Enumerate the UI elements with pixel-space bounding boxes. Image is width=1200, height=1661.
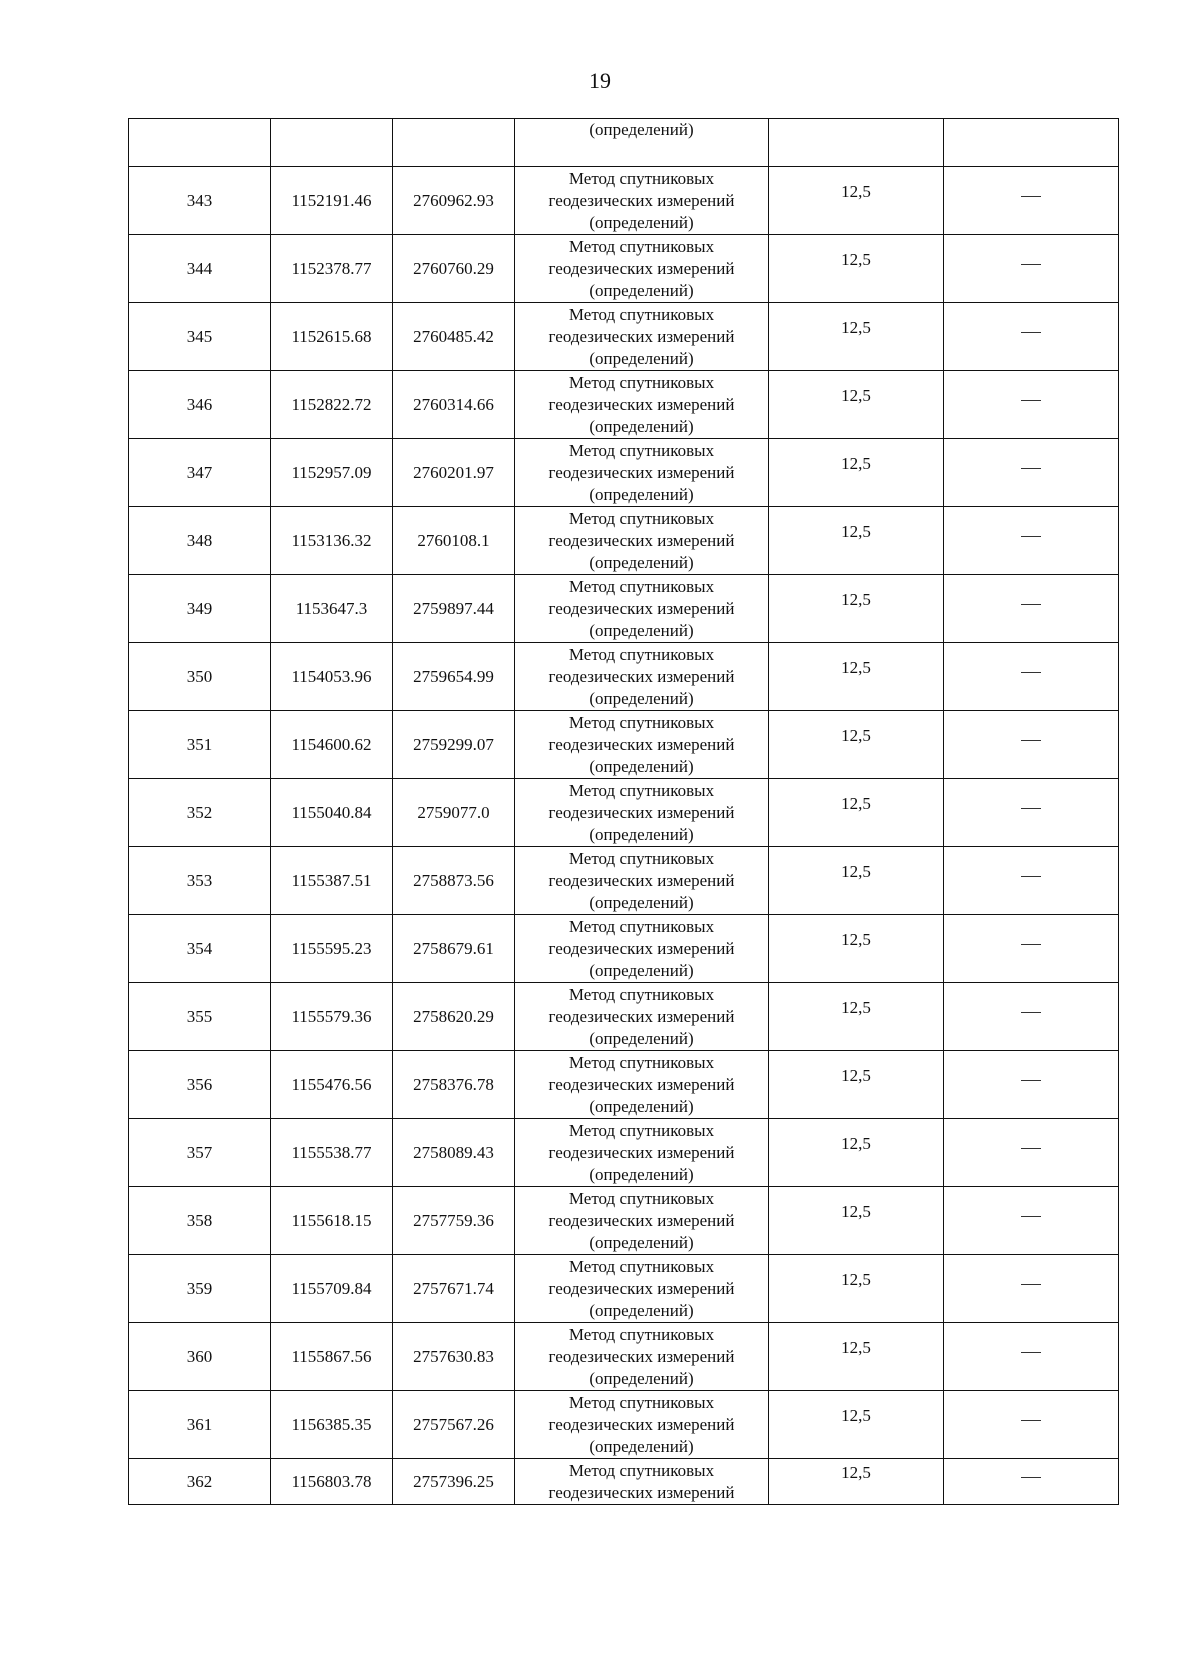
cell-note (944, 507, 1119, 575)
cell-note (944, 575, 1119, 643)
cell-point-number: 349 (129, 575, 271, 643)
error-value: 12,5 (841, 725, 871, 745)
cell-x: 1152378.77 (271, 235, 393, 303)
method-line: геодезических измерений (548, 1074, 735, 1094)
method-line: (определений) (589, 1028, 694, 1048)
dash-mark (1021, 1216, 1041, 1217)
cell-y: 2759897.44 (393, 575, 515, 643)
dash-mark (1021, 1477, 1041, 1478)
cell-point-number: 356 (129, 1051, 271, 1119)
cell-method (515, 575, 769, 643)
cell-method (515, 371, 769, 439)
cell-point-number (129, 119, 271, 167)
cell-error (769, 847, 944, 915)
continuation-row (129, 119, 1119, 167)
method-line: Метод спутниковых (568, 440, 715, 460)
method-line: геодезических измерений (548, 462, 735, 482)
method-line: (определений) (589, 348, 694, 368)
error-value: 12,5 (841, 181, 871, 201)
cell-x: 1155618.15 (271, 1187, 393, 1255)
cell-error (769, 983, 944, 1051)
cell-x: 1155579.36 (271, 983, 393, 1051)
method-line: (определений) (589, 756, 694, 776)
cell-x: 1155538.77 (271, 1119, 393, 1187)
table-row (129, 1459, 1119, 1505)
error-value: 12,5 (841, 997, 871, 1017)
method-line: (определений) (589, 824, 694, 844)
error-value: 12,5 (841, 589, 871, 609)
method-line: Метод спутниковых (568, 508, 715, 528)
method-line: (определений) (589, 688, 694, 708)
table-row (129, 1255, 1119, 1323)
cell-note (944, 119, 1119, 167)
cell-point-number: 355 (129, 983, 271, 1051)
table-row (129, 1323, 1119, 1391)
dash-mark (1021, 604, 1041, 605)
cell-point-number: 360 (129, 1323, 271, 1391)
method-line: Метод спутниковых (568, 1052, 715, 1072)
cell-x (271, 119, 393, 167)
cell-note (944, 371, 1119, 439)
cell-point-number: 357 (129, 1119, 271, 1187)
method-line: Метод спутниковых (568, 848, 715, 868)
cell-x: 1156803.78 (271, 1459, 393, 1505)
cell-note (944, 235, 1119, 303)
cell-error (769, 1051, 944, 1119)
cell-error (769, 1119, 944, 1187)
table-row (129, 915, 1119, 983)
cell-x: 1155709.84 (271, 1255, 393, 1323)
table-row (129, 643, 1119, 711)
cell-method (515, 1119, 769, 1187)
method-line: (определений) (589, 1164, 694, 1184)
dash-mark (1021, 196, 1041, 197)
table-row (129, 167, 1119, 235)
method-line: Метод спутниковых (568, 1188, 715, 1208)
error-value: 12,5 (841, 1133, 871, 1153)
dash-mark (1021, 536, 1041, 537)
method-line: геодезических измерений (548, 394, 735, 414)
cell-method (515, 1051, 769, 1119)
cell-point-number: 353 (129, 847, 271, 915)
cell-x: 1153647.3 (271, 575, 393, 643)
method-line: (определений) (589, 1436, 694, 1456)
method-line: (определений) (589, 1232, 694, 1252)
cell-note (944, 1323, 1119, 1391)
cell-method (515, 439, 769, 507)
cell-error (769, 1323, 944, 1391)
method-line: геодезических измерений (548, 1006, 735, 1026)
cell-error (769, 1187, 944, 1255)
method-line: геодезических измерений (548, 530, 735, 550)
dash-mark (1021, 1012, 1041, 1013)
method-line: (определений) (589, 416, 694, 436)
error-value: 12,5 (841, 861, 871, 881)
method-line: (определений) (589, 1096, 694, 1116)
error-value: 12,5 (841, 1337, 871, 1357)
cell-error (769, 643, 944, 711)
cell-point-number: 351 (129, 711, 271, 779)
method-line: Метод спутниковых (568, 236, 715, 256)
cell-note (944, 167, 1119, 235)
cell-y: 2759077.0 (393, 779, 515, 847)
cell-method (515, 1391, 769, 1459)
method-line: геодезических измерений (548, 258, 735, 278)
cell-method (515, 779, 769, 847)
method-line: (определений) (589, 892, 694, 912)
cell-error (769, 779, 944, 847)
cell-note (944, 779, 1119, 847)
cell-point-number: 359 (129, 1255, 271, 1323)
cell-y: 2757759.36 (393, 1187, 515, 1255)
cell-point-number: 347 (129, 439, 271, 507)
dash-mark (1021, 400, 1041, 401)
method-line: Метод спутниковых (568, 372, 715, 392)
dash-mark (1021, 332, 1041, 333)
cell-note (944, 1459, 1119, 1505)
error-value: 12,5 (841, 249, 871, 269)
cell-method (515, 167, 769, 235)
dash-mark (1021, 944, 1041, 945)
method-line: геодезических измерений (548, 938, 735, 958)
method-line: (определений) (589, 212, 694, 232)
method-line: геодезических измерений (548, 326, 735, 346)
method-line: (определений) (589, 620, 694, 640)
dash-mark (1021, 1284, 1041, 1285)
error-value: 12,5 (841, 1201, 871, 1221)
cell-y: 2758620.29 (393, 983, 515, 1051)
table-row (129, 779, 1119, 847)
table-row (129, 1187, 1119, 1255)
cell-y: 2757630.83 (393, 1323, 515, 1391)
cell-point-number: 352 (129, 779, 271, 847)
cell-x: 1153136.32 (271, 507, 393, 575)
cell-point-number: 358 (129, 1187, 271, 1255)
dash-mark (1021, 264, 1041, 265)
cell-method (515, 303, 769, 371)
cell-x: 1152957.09 (271, 439, 393, 507)
cell-point-number: 346 (129, 371, 271, 439)
cell-method (515, 1323, 769, 1391)
method-line: (определений) (589, 960, 694, 980)
method-line: (определений) (589, 484, 694, 504)
method-line: (определений) (589, 552, 694, 572)
table-row (129, 439, 1119, 507)
cell-method: (определений) (515, 119, 769, 167)
cell-x: 1154600.62 (271, 711, 393, 779)
cell-y: 2758873.56 (393, 847, 515, 915)
method-line: Метод спутниковых (568, 712, 715, 732)
cell-point-number: 361 (129, 1391, 271, 1459)
method-line: (определений) (589, 1300, 694, 1320)
method-line: Метод спутниковых (568, 168, 715, 188)
cell-x: 1152615.68 (271, 303, 393, 371)
cell-x: 1155387.51 (271, 847, 393, 915)
error-value: 12,5 (841, 385, 871, 405)
method-line: Метод спутниковых (568, 984, 715, 1004)
cell-note (944, 303, 1119, 371)
table-row (129, 711, 1119, 779)
cell-note (944, 439, 1119, 507)
error-value: 12,5 (841, 1065, 871, 1085)
cell-x: 1154053.96 (271, 643, 393, 711)
cell-x: 1152191.46 (271, 167, 393, 235)
page-number: 19 (589, 68, 611, 93)
table-row (129, 1119, 1119, 1187)
cell-y: 2760314.66 (393, 371, 515, 439)
cell-point-number: 350 (129, 643, 271, 711)
error-value: 12,5 (841, 1462, 871, 1482)
method-line: геодезических измерений (548, 802, 735, 822)
cell-error (769, 1255, 944, 1323)
dash-mark (1021, 1420, 1041, 1421)
cell-x: 1155867.56 (271, 1323, 393, 1391)
cell-note (944, 983, 1119, 1051)
cell-y: 2758376.78 (393, 1051, 515, 1119)
cell-y (393, 119, 515, 167)
method-line: Метод спутниковых (568, 1256, 715, 1276)
error-value: 12,5 (841, 1405, 871, 1425)
method-line: Метод спутниковых (568, 1324, 715, 1344)
cell-y: 2760108.1 (393, 507, 515, 575)
cell-note (944, 1187, 1119, 1255)
table-row (129, 371, 1119, 439)
method-line: геодезических измерений (548, 1278, 735, 1298)
method-line: Метод спутниковых (568, 644, 715, 664)
dash-mark (1021, 876, 1041, 877)
table-row (129, 1051, 1119, 1119)
cell-y: 2760201.97 (393, 439, 515, 507)
dash-mark (1021, 1352, 1041, 1353)
cell-y: 2757567.26 (393, 1391, 515, 1459)
cell-y: 2758679.61 (393, 915, 515, 983)
cell-method (515, 1459, 769, 1505)
method-line: (определений) (589, 280, 694, 300)
cell-error (769, 167, 944, 235)
method-line: геодезических измерений (548, 1346, 735, 1366)
table-row (129, 507, 1119, 575)
cell-error (769, 235, 944, 303)
cell-note (944, 1051, 1119, 1119)
cell-method (515, 235, 769, 303)
cell-note (944, 711, 1119, 779)
cell-error (769, 507, 944, 575)
cell-note (944, 1255, 1119, 1323)
cell-note (944, 1391, 1119, 1459)
cell-note (944, 643, 1119, 711)
error-value: 12,5 (841, 929, 871, 949)
cell-y: 2760760.29 (393, 235, 515, 303)
cell-point-number: 362 (129, 1459, 271, 1505)
error-value: 12,5 (841, 657, 871, 677)
cell-error (769, 119, 944, 167)
cell-point-number: 345 (129, 303, 271, 371)
cell-method (515, 847, 769, 915)
cell-x: 1155040.84 (271, 779, 393, 847)
error-value: 12,5 (841, 453, 871, 473)
cell-method (515, 915, 769, 983)
dash-mark (1021, 808, 1041, 809)
cell-error (769, 575, 944, 643)
cell-y: 2760962.93 (393, 167, 515, 235)
cell-method (515, 507, 769, 575)
cell-error (769, 1459, 944, 1505)
table-row (129, 303, 1119, 371)
method-line: геодезических измерений (548, 1210, 735, 1230)
dash-mark (1021, 468, 1041, 469)
method-line: Метод спутниковых (568, 1460, 715, 1480)
cell-y: 2757396.25 (393, 1459, 515, 1505)
error-value: 12,5 (841, 1269, 871, 1289)
method-line: Метод спутниковых (568, 780, 715, 800)
error-value: 12,5 (841, 521, 871, 541)
cell-error (769, 439, 944, 507)
cell-method (515, 983, 769, 1051)
method-line: Метод спутниковых (568, 1120, 715, 1140)
method-line: геодезических измерений (548, 870, 735, 890)
cell-point-number: 348 (129, 507, 271, 575)
dash-mark (1021, 1148, 1041, 1149)
cell-y: 2758089.43 (393, 1119, 515, 1187)
cell-y: 2759299.07 (393, 711, 515, 779)
cell-method (515, 643, 769, 711)
table-row (129, 1391, 1119, 1459)
method-line: геодезических измерений (548, 598, 735, 618)
cell-y: 2759654.99 (393, 643, 515, 711)
method-line: геодезических измерений (548, 1414, 735, 1434)
cell-method (515, 1187, 769, 1255)
error-value: 12,5 (841, 793, 871, 813)
method-line: геодезических измерений (548, 1142, 735, 1162)
cell-error (769, 303, 944, 371)
coordinates-table (128, 118, 1119, 1505)
table-row (129, 575, 1119, 643)
method-line: геодезических измерений (548, 190, 735, 210)
error-value: 12,5 (841, 317, 871, 337)
cell-error (769, 711, 944, 779)
dash-mark (1021, 740, 1041, 741)
cell-error (769, 915, 944, 983)
cell-point-number: 354 (129, 915, 271, 983)
cell-method (515, 711, 769, 779)
cell-note (944, 915, 1119, 983)
cell-y: 2760485.42 (393, 303, 515, 371)
cell-error (769, 371, 944, 439)
cell-note (944, 847, 1119, 915)
cell-note (944, 1119, 1119, 1187)
table-row (129, 847, 1119, 915)
method-line: Метод спутниковых (568, 304, 715, 324)
method-line: Метод спутниковых (568, 576, 715, 596)
cell-x: 1156385.35 (271, 1391, 393, 1459)
cell-x: 1155595.23 (271, 915, 393, 983)
cell-point-number: 343 (129, 167, 271, 235)
cell-error (769, 1391, 944, 1459)
method-line: Метод спутниковых (568, 916, 715, 936)
cell-point-number: 344 (129, 235, 271, 303)
method-line: геодезических измерений (548, 1482, 735, 1502)
dash-mark (1021, 672, 1041, 673)
cell-x: 1152822.72 (271, 371, 393, 439)
dash-mark (1021, 1080, 1041, 1081)
method-line: (определений) (589, 1368, 694, 1388)
table-row (129, 983, 1119, 1051)
method-line: геодезических измерений (548, 666, 735, 686)
method-line: геодезических измерений (548, 734, 735, 754)
cell-y: 2757671.74 (393, 1255, 515, 1323)
cell-method (515, 1255, 769, 1323)
table-row (129, 235, 1119, 303)
cell-x: 1155476.56 (271, 1051, 393, 1119)
method-line: Метод спутниковых (568, 1392, 715, 1412)
